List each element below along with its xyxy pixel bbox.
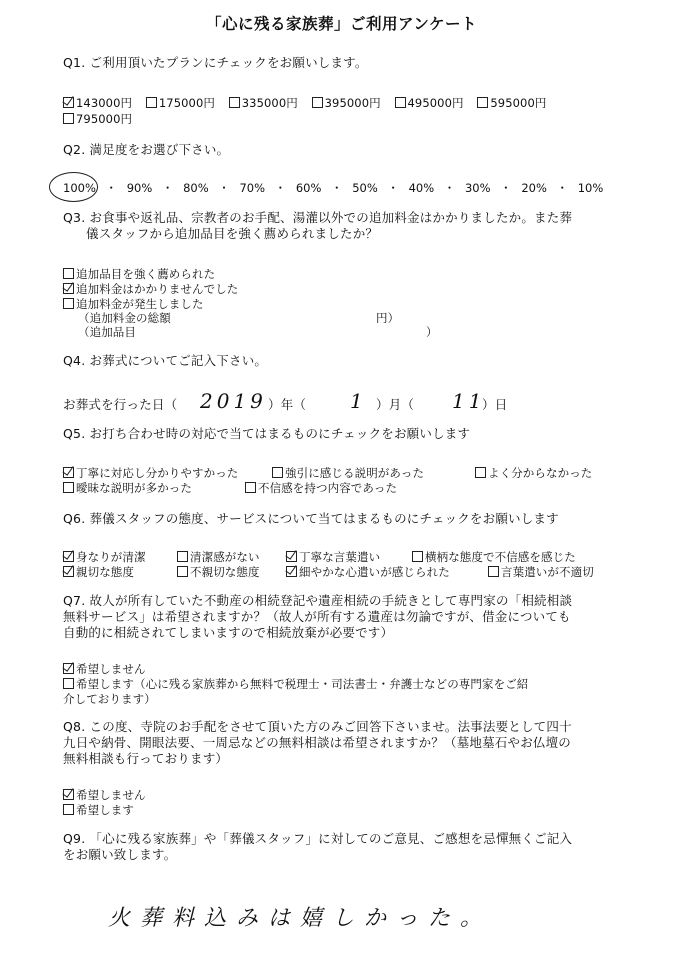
option-label: 希望しません: [76, 662, 146, 676]
checkbox-icon[interactable]: [475, 467, 486, 478]
checkbox-icon[interactable]: [488, 566, 499, 577]
q4-question: Q4. お葬式についてご記入下さい。: [63, 353, 268, 368]
option-label: 175000円: [158, 96, 215, 110]
q3-total-label: （追加料金の総額: [78, 311, 171, 325]
checkbox-icon[interactable]: [177, 566, 188, 577]
option-label: 身なりが清潔: [76, 550, 146, 564]
q7-question-line2: 無料サービス」は希望されますか？（故人が所有する遺産は勿論ですが、借金についても: [63, 609, 571, 624]
q6-option-kind[interactable]: [63, 564, 134, 580]
option-label: 言葉遣いが不適切: [501, 565, 594, 579]
q3-items-close: ）: [426, 325, 438, 339]
checkbox-icon[interactable]: [312, 97, 323, 108]
q6-option-neat[interactable]: [63, 549, 146, 565]
option-label: 追加品目を強く薦められた: [76, 267, 216, 281]
checkbox-icon[interactable]: [229, 97, 240, 108]
option-label: 丁寧に対応し分かりやすかった: [76, 466, 239, 480]
q1-option-175000[interactable]: [146, 96, 215, 110]
separator: ・: [161, 181, 174, 195]
q4-day-unit: ）日: [482, 397, 508, 412]
q5-option-forceful[interactable]: [272, 465, 424, 481]
q6-option-unkind[interactable]: [177, 564, 260, 580]
checkbox-icon[interactable]: [63, 467, 74, 478]
q6-option-not-neat[interactable]: [177, 549, 260, 565]
q5-option-clear[interactable]: [63, 465, 238, 481]
q3-question-line1: Q3. お食事や返礼品、宗教者のお手配、湯灌以外での追加料金はかかりましたか。また葬: [63, 210, 573, 225]
q1-question: Q1. ご利用頂いたプランにチェックをお願いします。: [63, 55, 368, 70]
checkbox-icon[interactable]: [63, 566, 74, 577]
option-label: 希望しません: [76, 788, 146, 802]
q3-items-label: （追加品目: [78, 325, 136, 339]
q2-option-40[interactable]: 40%: [408, 181, 435, 195]
checkbox-icon[interactable]: [63, 113, 74, 124]
checkbox-icon[interactable]: [63, 663, 74, 674]
option-label: 清潔感がない: [190, 550, 260, 564]
checkbox-icon[interactable]: [63, 482, 74, 493]
separator: ・: [218, 181, 230, 195]
q9-answer-text[interactable]: 火葬料込みは嬉しかった。: [108, 906, 493, 931]
option-label: 曖昧な説明が多かった: [76, 481, 192, 495]
q4-day-value[interactable]: 11: [452, 389, 486, 413]
checkbox-icon[interactable]: [63, 551, 74, 562]
q2-option-60[interactable]: 60%: [295, 181, 322, 195]
q6-option-considerate[interactable]: [286, 564, 450, 580]
q4-date-label: お葬式を行った日（: [63, 397, 178, 412]
q8-option-no[interactable]: [63, 787, 146, 803]
q7-option-yes[interactable]: [63, 676, 528, 692]
q4-month-unit: ）月（: [376, 397, 415, 412]
separator: ・: [331, 181, 343, 195]
q9-question-line1: Q9. 「心に残る家族葬」や「葬儀スタッフ」に対してのご意見、ご感想を忌憚無くご記入: [63, 831, 573, 846]
q2-option-10[interactable]: 10%: [577, 181, 604, 195]
option-label: 795000円: [76, 112, 133, 126]
q5-option-vague[interactable]: [63, 480, 192, 496]
checkbox-icon[interactable]: [146, 97, 157, 108]
q2-satisfaction-scale: [63, 180, 603, 196]
option-label: 不親切な態度: [190, 565, 260, 579]
q6-question: Q6. 葬儀スタッフの態度、サービスについて当てはまるものにチェックをお願いします: [63, 511, 559, 526]
q4-year-value[interactable]: 2019: [200, 389, 267, 413]
q2-question: Q2. 満足度をお選び下さい。: [63, 142, 230, 157]
separator: ・: [387, 181, 399, 195]
q8-question-line1: Q8. この度、寺院のお手配をさせて頂いた方のみご回答下さいませ。法事法要として四十: [63, 719, 572, 734]
q2-option-70[interactable]: 70%: [239, 181, 266, 195]
checkbox-icon[interactable]: [177, 551, 188, 562]
q8-question-line3: 無料相談も行っております）: [63, 751, 229, 766]
separator: ・: [556, 181, 569, 195]
checkbox-icon[interactable]: [477, 97, 488, 108]
q9-question-line2: をお願い致します。: [63, 847, 177, 862]
q2-option-30[interactable]: 30%: [464, 181, 491, 195]
checkbox-icon[interactable]: [63, 678, 74, 689]
q1-option-795000[interactable]: [63, 112, 132, 126]
q1-option-335000[interactable]: [229, 96, 298, 110]
option-label: 143000円: [76, 96, 133, 110]
q1-options-row1: [63, 95, 546, 111]
q8-option-yes[interactable]: [63, 802, 134, 818]
q5-option-unclear[interactable]: [475, 465, 592, 481]
option-label: 親切な態度: [76, 565, 134, 579]
checkbox-icon[interactable]: [63, 298, 74, 309]
q6-option-polite-speech[interactable]: [286, 549, 380, 565]
separator: ・: [443, 181, 456, 195]
q3-question-line2: 儀スタッフから追加品目を強く薦められましたか？: [86, 226, 379, 241]
checkbox-icon[interactable]: [286, 551, 297, 562]
q3-option-recommended[interactable]: [63, 266, 215, 282]
option-label: 追加料金が発生しました: [76, 297, 204, 311]
q5-question: Q5. お打ち合わせ時の対応で当てはまるものにチェックをお願いします: [63, 426, 471, 441]
option-label: 丁寧な言葉遣い: [299, 550, 381, 564]
q2-option-100[interactable]: 100%: [63, 181, 96, 195]
q5-option-distrust[interactable]: [245, 480, 397, 496]
checkbox-icon[interactable]: [272, 467, 283, 478]
page-title: 「心に残る家族葬」ご利用アンケート: [205, 15, 478, 33]
checkbox-icon[interactable]: [63, 97, 74, 108]
q2-option-50[interactable]: 50%: [352, 181, 378, 195]
q3-option-no-charge[interactable]: [63, 281, 238, 297]
checkbox-icon[interactable]: [63, 789, 74, 800]
q6-option-arrogant[interactable]: [412, 549, 576, 565]
option-label: 強引に感じる説明があった: [285, 466, 425, 480]
q2-option-90[interactable]: 90%: [126, 181, 153, 195]
option-label: 希望します: [76, 803, 134, 817]
checkbox-icon[interactable]: [395, 97, 406, 108]
q1-option-143000[interactable]: [63, 96, 132, 110]
q7-option-no[interactable]: [63, 661, 146, 677]
q4-month-value[interactable]: 1: [350, 389, 367, 413]
option-label: 395000円: [324, 96, 381, 110]
checkbox-icon[interactable]: [286, 566, 297, 577]
q8-question-line2: 九日や納骨、開眼法要、一周忌などの無料相談は希望されますか？（墓地墓石やお仏壇の: [63, 735, 572, 750]
option-label: 追加料金はかかりませんでした: [76, 282, 239, 296]
option-label: 595000円: [490, 96, 547, 110]
option-label: 495000円: [407, 96, 464, 110]
q6-option-improper-speech[interactable]: [488, 564, 594, 580]
separator: ・: [105, 181, 118, 195]
option-label: 335000円: [241, 96, 298, 110]
q1-options-row2: [63, 111, 132, 127]
q7-question-line1: Q7. 故人が所有していた不動産の相続登記や遺産相続の手続きとして専門家の「相続相談: [63, 593, 573, 608]
q3-total-unit: 円）: [376, 311, 400, 325]
q2-option-20[interactable]: 20%: [521, 181, 547, 195]
option-label: 横柄な態度で不信感を感じた: [425, 550, 576, 564]
checkbox-icon[interactable]: [412, 551, 423, 562]
q1-option-495000[interactable]: [395, 96, 464, 110]
option-label: よく分からなかった: [488, 466, 593, 480]
option-label: 希望します（心に残る家族葬から無料で税理士・司法書士・弁護士などの専門家をご紹: [76, 677, 529, 691]
checkbox-icon[interactable]: [245, 482, 256, 493]
checkbox-icon[interactable]: [63, 283, 74, 294]
q7-option-yes-cont: 介しております）: [63, 692, 156, 706]
checkbox-icon[interactable]: [63, 804, 74, 815]
q1-option-395000[interactable]: [312, 96, 381, 110]
q7-question-line3: 自動的に相続されてしまいますので相続放棄が必要です）: [63, 625, 394, 640]
option-label: 不信感を持つ内容であった: [258, 481, 398, 495]
checkbox-icon[interactable]: [63, 268, 74, 279]
q4-year-unit: ）年（: [268, 397, 307, 412]
separator: ・: [500, 181, 512, 195]
q2-option-80[interactable]: 80%: [183, 181, 209, 195]
q1-option-595000[interactable]: [477, 96, 546, 110]
option-label: 細やかな心遣いが感じられた: [299, 565, 450, 579]
separator: ・: [274, 181, 287, 195]
